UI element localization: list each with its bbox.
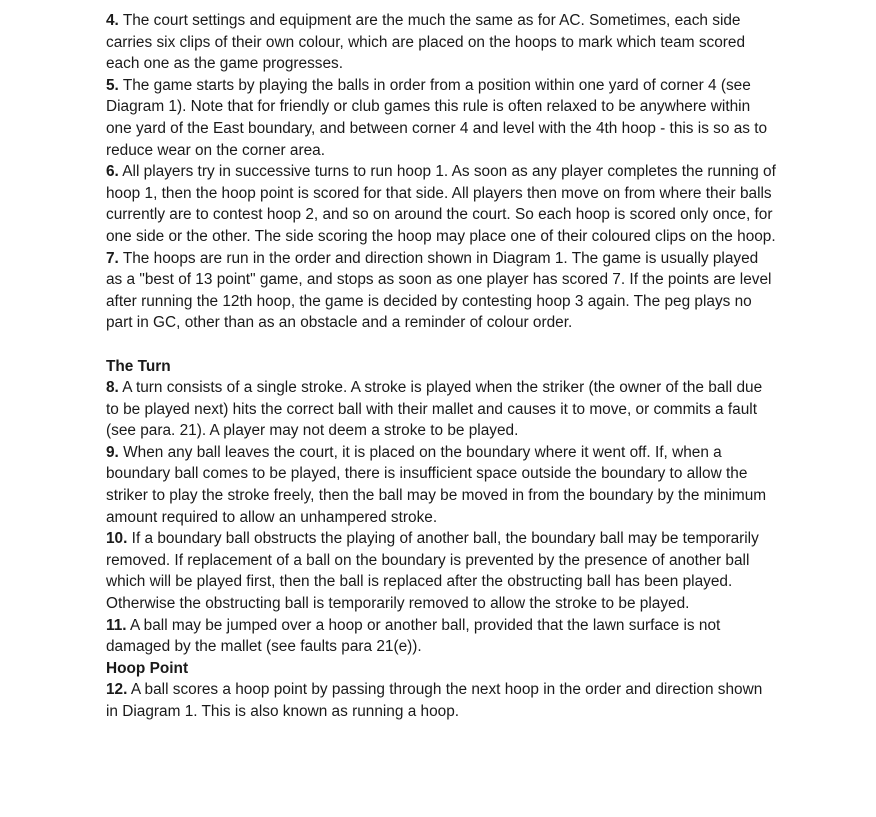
paragraph-5 [106, 75, 776, 161]
paragraph-9 [106, 442, 776, 528]
paragraph-text: If a boundary ball obstructs the playing of another ball, the boundary ball may be temporarily removed. If replacement of a ball on the boundary is prevented by the presence of another ball which will be played first, then the ball is replaced after the obstructing ball has been played. Otherwise the obstructing ball is temporarily removed to allow the stroke to be played. [106, 530, 759, 613]
paragraph-number: 10. [106, 530, 128, 548]
section-heading-hoop-point: Hoop Point [106, 659, 189, 677]
paragraph-11 [106, 615, 776, 658]
paragraph-10 [106, 528, 776, 614]
paragraph-number: 7. [106, 249, 119, 267]
paragraph-6 [106, 161, 776, 247]
paragraph-number: 12. [106, 681, 128, 699]
paragraph-number: 9. [106, 443, 119, 461]
paragraph-text: A ball scores a hoop point by passing through the next hoop in the order and direction shown in Diagram 1. This is also known as running a hoop. [106, 681, 763, 720]
paragraph-text: A turn consists of a single stroke. A stroke is played when the striker (the owner of the ball due to be played next) hits the correct ball with their mallet and causes it to move, or commits a fault (see para. 21). A player may not deem a stroke to be played. [106, 379, 763, 440]
paragraph-text: The court settings and equipment are the much the same as for AC. Sometimes, each side carries six clips of their own colour, which are placed on the hoops to mark which team scored each one as the game progresses. [106, 12, 746, 73]
paragraph-7 [106, 248, 776, 334]
paragraph-number: 6. [106, 163, 119, 181]
paragraph-number: 11. [106, 616, 127, 634]
section-spacer [106, 334, 776, 356]
paragraph-12 [106, 679, 776, 722]
paragraph-number: 8. [106, 379, 119, 397]
document-page [106, 10, 776, 723]
paragraph-8 [106, 377, 776, 442]
paragraph-text: All players try in successive turns to run hoop 1. As soon as any player completes the running of hoop 1, then the hoop point is scored for that side. All players then move on from where their balls currently are to contest hoop 2, and so on around the court. So each hoop is scored only once, for one side or the other. The side scoring the hoop may place one of their coloured clips on the hoop. [106, 163, 776, 245]
paragraph-text: When any ball leaves the court, it is placed on the boundary where it went off. If, when a boundary ball comes to be played, there is insufficient space outside the boundary to allow the striker to play the stroke freely, then the ball may be moved in from the boundary by the minimum amount required to allow an unhampered stroke. [106, 443, 767, 526]
section-heading-turn: The Turn [106, 357, 171, 375]
paragraph-number: 5. [106, 76, 119, 94]
paragraph-text: The hoops are run in the order and direction shown in Diagram 1. The game is usually played as a "best of 13 point" game, and stops as soon as one player has scored 7. If the points are level after running the 12th hoop, the game is decided by contesting hoop 3 again. The peg plays no part in GC, other than as an obstacle and a reminder of colour order. [106, 249, 772, 332]
paragraph-text: The game starts by playing the balls in order from a position within one yard of corner 4 (see Diagram 1). Note that for friendly or club games this rule is often relaxed to be anywhere within one yard of the East boundary, and between corner 4 and level with the 4th hoop - this is so as to reduce wear on the corner area. [106, 76, 768, 159]
paragraph-4 [106, 10, 776, 75]
paragraph-text: A ball may be jumped over a hoop or another ball, provided that the lawn surface is not damaged by the mallet (see faults para 21(e)). [106, 616, 721, 656]
paragraph-number: 4. [106, 12, 119, 29]
